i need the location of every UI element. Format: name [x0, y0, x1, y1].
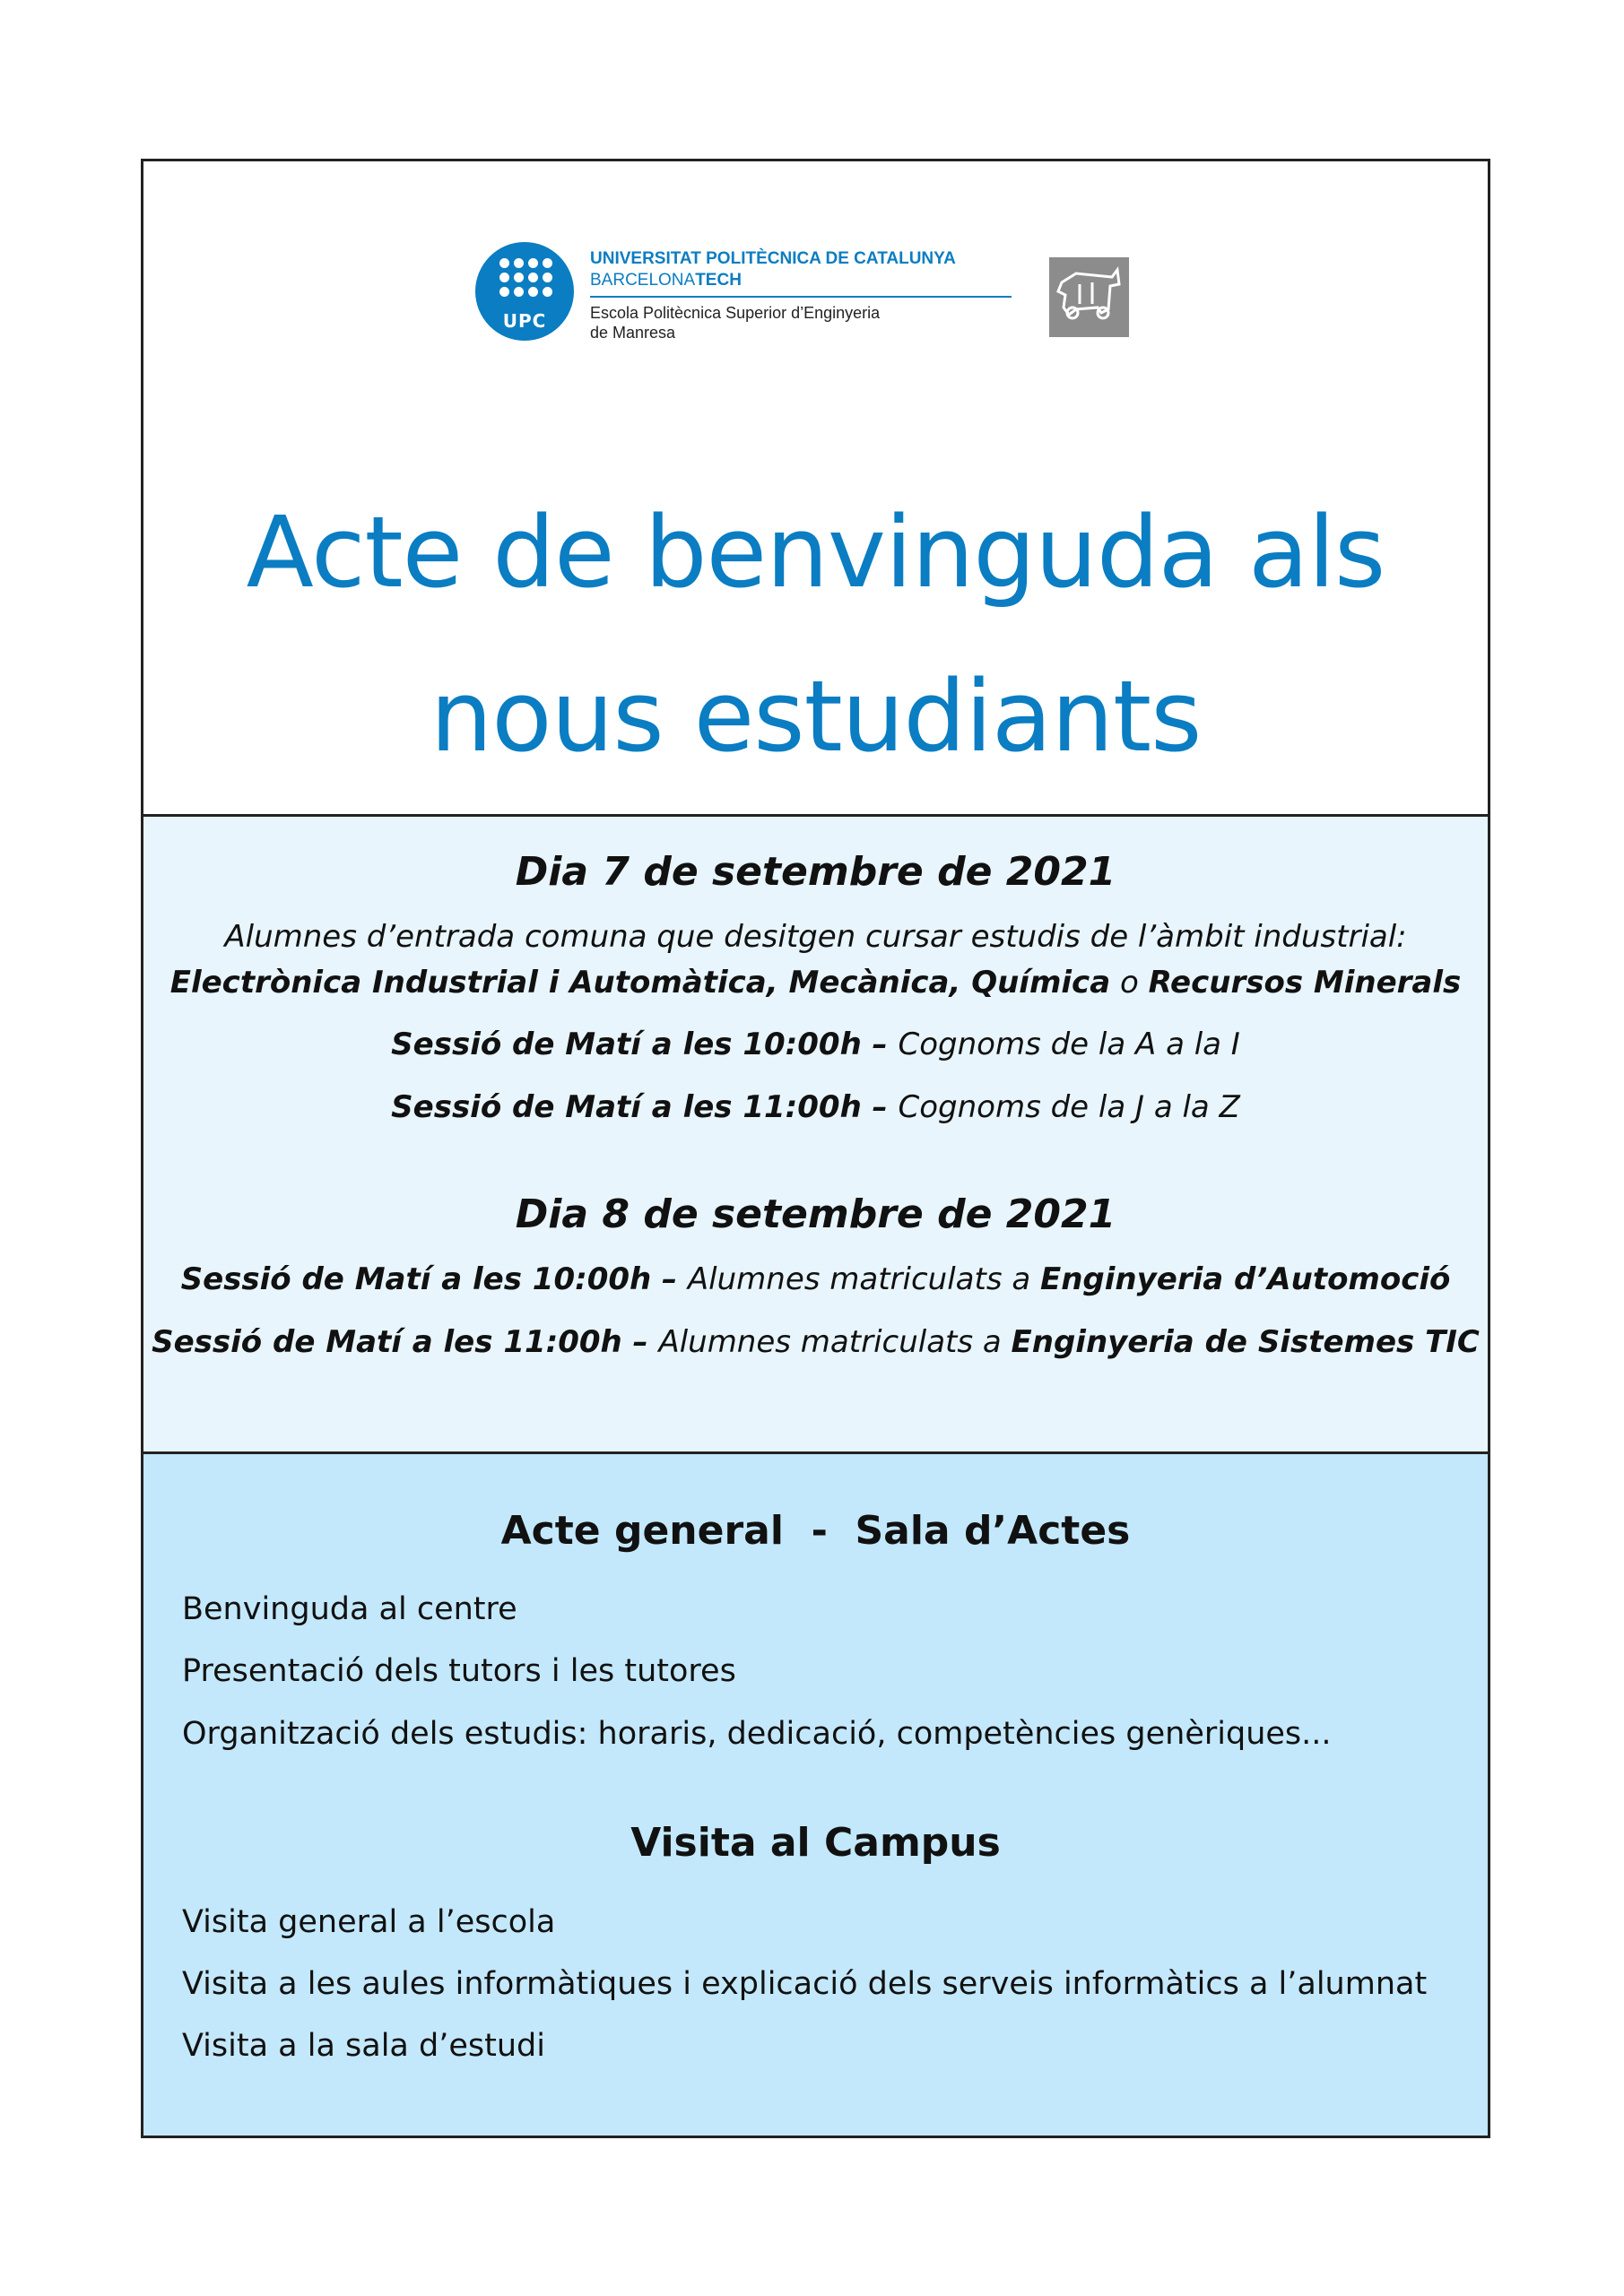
- upc-acronym: UPC: [502, 310, 547, 332]
- campus-item: Visita a la sala d’estudi: [182, 2028, 545, 2064]
- day1-session2: Sessió de Matí a les 11:00h – Cognoms de la J a la Z: [391, 1089, 1240, 1125]
- general-item: Benvinguda al centre: [182, 1591, 517, 1627]
- campus-item: Visita general a l’escola: [182, 1904, 556, 1940]
- general-item: Organització dels estudis: horaris, dedicació, competències genèriques...: [182, 1716, 1332, 1752]
- barcelonatech: BARCELONATECH: [590, 271, 742, 290]
- university-name: UNIVERSITAT POLITÈCNICA DE CATALUNYA: [590, 249, 956, 268]
- logo-divider: [590, 296, 1012, 298]
- day2-heading: Dia 8 de setembre de 2021: [515, 1191, 1116, 1237]
- sessions-section: [143, 817, 1488, 1454]
- day2-session1: Sessió de Matí a les 10:00h – Alumnes matriculats a Enginyeria d’Automoció: [180, 1261, 1451, 1297]
- upc-emblem: [475, 242, 574, 341]
- day2-session2: Sessió de Matí a les 11:00h – Alumnes matriculats a Enginyeria de Sistemes TIC: [152, 1324, 1480, 1360]
- school-name: Escola Politècnica Superior d’Enginyeria de Manresa: [590, 304, 881, 342]
- day1-heading: Dia 7 de setembre de 2021: [515, 849, 1116, 895]
- campus-heading: Visita al Campus: [630, 1820, 1001, 1866]
- general-section: [143, 1454, 1488, 2136]
- campus-item: Visita a les aules informàtiques i explicació dels serveis informàtics a l’alumnat: [182, 1966, 1428, 2002]
- poster-header: [143, 161, 1488, 817]
- epsem-logo-icon: [1049, 257, 1129, 337]
- general-item: Presentació dels tutors i les tutores: [182, 1653, 736, 1689]
- day1-degrees: Electrònica Industrial i Automàtica, Mecànica, Química o Recursos Minerals: [169, 965, 1462, 1001]
- upc-dots-icon: [499, 258, 553, 307]
- day1-session1: Sessió de Matí a les 10:00h – Cognoms de la A a la I: [391, 1027, 1240, 1062]
- page-title: Acte de benvinguda als nous estudiants: [246, 495, 1385, 774]
- day1-intro: Alumnes d’entrada comuna que desitgen cursar estudis de l’àmbit industrial:: [224, 919, 1407, 955]
- general-heading: Acte general - Sala d’Actes: [500, 1508, 1131, 1554]
- poster: [141, 159, 1490, 2138]
